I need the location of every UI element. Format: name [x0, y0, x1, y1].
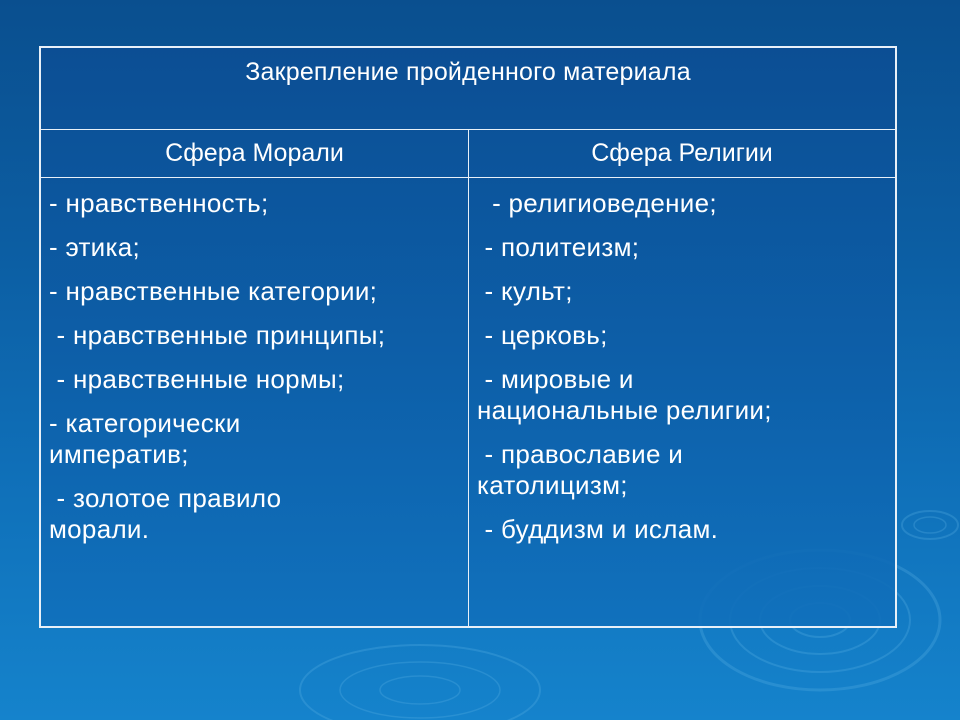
list-item: - нравственные принципы; — [49, 320, 386, 350]
list-item: - этика; — [49, 232, 141, 262]
list-item: - политеизм; — [477, 232, 640, 262]
list-item: - религиоведение; — [477, 188, 717, 218]
column-header-religion: Сфера Религии — [591, 139, 773, 167]
list-item: - мировые и национальные религии; — [477, 364, 772, 425]
table-title-row — [41, 48, 895, 130]
list-item: - церковь; — [477, 320, 608, 350]
list-item: - буддизм и ислам. — [477, 514, 719, 544]
list-item: - культ; — [477, 276, 573, 306]
list-item: - нравственные нормы; — [49, 364, 345, 394]
list-item: - категорически императив; — [49, 408, 241, 469]
list-item: - православие и католицизм; — [477, 439, 684, 500]
list-item: - нравственность; — [49, 188, 269, 218]
religion-items-cell — [477, 178, 892, 545]
summary-table — [39, 46, 897, 628]
column-header-morality: Сфера Морали — [165, 139, 344, 167]
list-item: - золотое правило морали. — [49, 483, 282, 544]
column-divider — [468, 130, 469, 626]
morality-items-cell — [49, 178, 464, 545]
list-item: - нравственные категории; — [49, 276, 378, 306]
table-title: Закрепление пройденного материала — [245, 58, 691, 86]
